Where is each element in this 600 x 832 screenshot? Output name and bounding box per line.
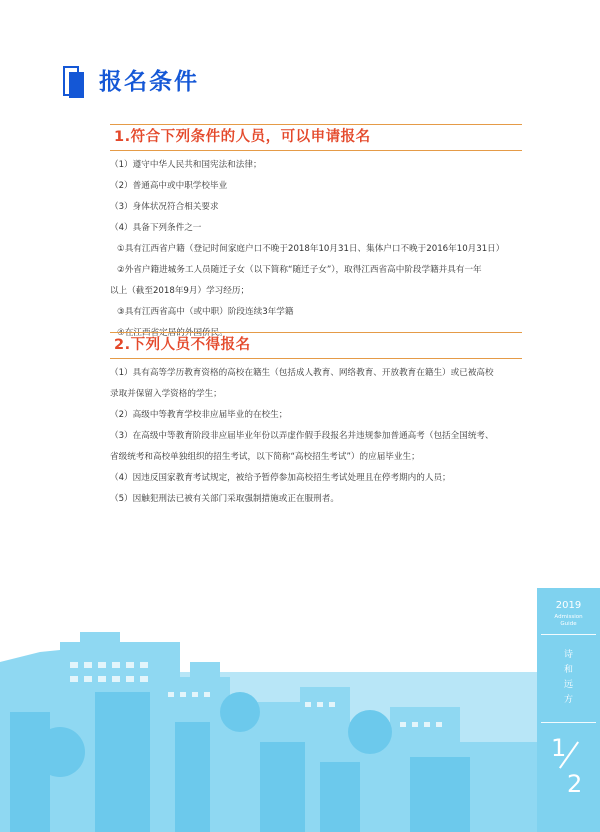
list-item: ③具有江西省高中（或中职）阶段连续3年学籍 xyxy=(117,307,294,317)
side-tab-subtitle-line2: Guide xyxy=(560,621,577,627)
section-heading-bar xyxy=(110,124,522,151)
page-number-total: 2 xyxy=(567,770,583,798)
title-square-fill xyxy=(69,72,84,98)
list-item: （2）普通高中或中职学校毕业 xyxy=(110,181,228,191)
page-title-block xyxy=(63,66,263,98)
section-eligibility xyxy=(110,124,522,344)
list-item: （3）身体状况符合相关要求 xyxy=(110,202,219,212)
list-item: 录取并保留入学资格的学生； xyxy=(110,389,222,399)
side-tab-rule-bottom xyxy=(541,722,596,723)
section-body xyxy=(110,363,522,510)
page-number-current: 1 xyxy=(551,734,567,762)
side-tab-year: 2019 xyxy=(555,600,582,611)
side-tab-subtitle-line1: Admission xyxy=(554,614,583,620)
section-ineligible xyxy=(110,332,522,510)
side-tab-char: 远 xyxy=(563,680,573,690)
side-tab xyxy=(537,588,600,832)
section-heading: 1.符合下列条件的人员，可以申请报名 xyxy=(114,129,371,145)
list-item: ②外省户籍进城务工人员随迁子女（以下简称“随迁子女”），取得江西省高中阶段学籍并具有一年 xyxy=(117,265,482,275)
list-item: （4）因违反国家教育考试规定，被给予暂停参加高校招生考试处理且在停考期内的人员； xyxy=(110,473,451,483)
list-item: 省级统考和高校单独组织的招生考试，以下简称“高校招生考试”）的应届毕业生； xyxy=(110,452,420,462)
list-item: 以上（截至2018年9月）学习经历； xyxy=(110,286,250,296)
campus-skyline-illustration xyxy=(0,592,600,832)
side-tab-char: 和 xyxy=(563,665,573,675)
side-tab-char: 方 xyxy=(563,695,573,705)
list-item: ①具有江西省户籍（登记时间家庭户口不晚于2018年10月31日、集体户口不晚于2016年10月31日） xyxy=(117,244,505,254)
list-item: ④在江西省定居的外国侨民。 xyxy=(117,328,228,338)
section-heading: 2.下列人员不得报名 xyxy=(114,337,251,353)
list-item: （1）具有高等学历教育资格的高校在籍生（包括成人教育、网络教育、开放教育在籍生）或已被高校 xyxy=(110,368,494,378)
list-item: （3）在高级中等教育阶段非应届毕业年份以弄虚作假手段报名并违规参加普通高考（包括全国统考、 xyxy=(110,431,494,441)
section-heading-bar xyxy=(110,332,522,359)
list-item: （5）因触犯刑法已被有关部门采取强制措施或正在服刑者。 xyxy=(110,494,339,504)
section-body xyxy=(110,155,522,344)
side-tab-vertical-text xyxy=(537,648,600,708)
list-item: （2）高级中等教育学校非应届毕业的在校生； xyxy=(110,410,288,420)
page-title: 报名条件 xyxy=(99,69,199,95)
list-item: （1）遵守中华人民共和国宪法和法律； xyxy=(110,160,262,170)
list-item: （4）具备下列条件之一 xyxy=(110,223,202,233)
side-tab-char: 诗 xyxy=(563,650,573,660)
side-tab-subtitle xyxy=(537,614,600,628)
side-tab-rule-top xyxy=(541,634,596,635)
